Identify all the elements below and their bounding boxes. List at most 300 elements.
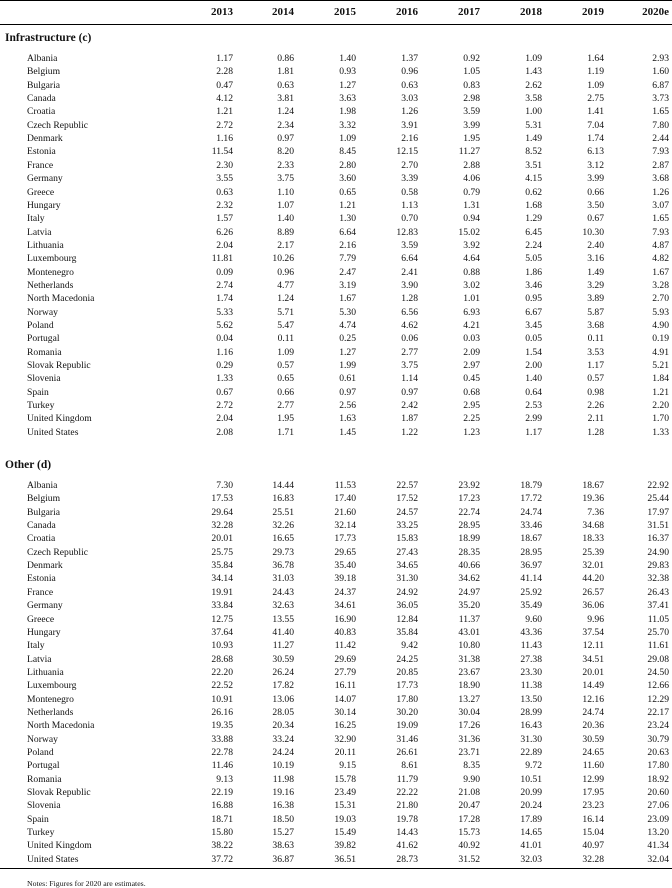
value-cell: 22.78 bbox=[211, 747, 233, 758]
country-label: Belgium bbox=[27, 493, 61, 505]
value-cell: 24.65 bbox=[582, 747, 604, 758]
value-cell: 13.20 bbox=[647, 827, 669, 839]
value-cell: 32.63 bbox=[272, 600, 294, 612]
value-cell: 10.19 bbox=[272, 760, 294, 772]
value-cell: 17.40 bbox=[334, 493, 356, 505]
country-label: Netherlands bbox=[27, 706, 74, 718]
year-column-header: 2013 bbox=[211, 6, 233, 18]
value-cell: 1.67 bbox=[339, 293, 356, 305]
country-label: Poland bbox=[27, 747, 54, 758]
value-cell: 3.32 bbox=[339, 119, 356, 131]
value-cell: 4.91 bbox=[652, 346, 669, 358]
value-cell: 1.84 bbox=[652, 373, 669, 385]
value-cell: 1.87 bbox=[401, 413, 418, 425]
value-cell: 35.40 bbox=[334, 560, 356, 572]
value-cell: 1.27 bbox=[339, 79, 356, 91]
value-cell: 12.11 bbox=[582, 640, 604, 652]
value-cell: 2.77 bbox=[277, 400, 294, 412]
value-cell: 21.08 bbox=[458, 787, 480, 799]
value-cell: 10.30 bbox=[582, 226, 604, 238]
value-cell: 36.87 bbox=[272, 853, 294, 865]
country-label: France bbox=[27, 586, 54, 598]
value-cell: 24.90 bbox=[647, 546, 669, 558]
value-cell: 43.01 bbox=[458, 626, 480, 638]
value-cell: 18.99 bbox=[458, 533, 480, 545]
value-cell: 0.92 bbox=[463, 53, 480, 64]
value-cell: 1.86 bbox=[525, 266, 542, 278]
value-cell: 3.50 bbox=[587, 199, 604, 211]
value-cell: 31.46 bbox=[396, 733, 418, 745]
table-row bbox=[0, 266, 672, 279]
value-cell: 0.03 bbox=[463, 333, 480, 345]
value-cell: 41.01 bbox=[520, 840, 542, 852]
value-cell: 1.24 bbox=[277, 293, 294, 305]
value-cell: 24.57 bbox=[396, 506, 418, 518]
value-cell: 1.37 bbox=[401, 53, 418, 64]
value-cell: 6.64 bbox=[401, 253, 418, 265]
value-cell: 15.80 bbox=[211, 827, 233, 839]
value-cell: 1.68 bbox=[525, 199, 542, 211]
value-cell: 1.17 bbox=[587, 360, 604, 372]
value-cell: 4.12 bbox=[216, 93, 233, 105]
value-cell: 29.08 bbox=[647, 653, 669, 665]
value-cell: 2.17 bbox=[277, 239, 294, 251]
value-cell: 11.42 bbox=[334, 640, 356, 652]
table-row bbox=[0, 853, 672, 866]
table-row bbox=[0, 492, 672, 505]
country-label: Croatia bbox=[27, 533, 56, 545]
value-cell: 8.89 bbox=[277, 226, 294, 238]
value-cell: 14.44 bbox=[272, 480, 294, 491]
value-cell: 33.84 bbox=[211, 600, 233, 612]
value-cell: 5.87 bbox=[587, 306, 604, 318]
value-cell: 2.40 bbox=[587, 239, 604, 251]
country-label: North Macedonia bbox=[27, 720, 95, 732]
value-cell: 13.55 bbox=[272, 613, 294, 625]
bottom-rule bbox=[0, 868, 672, 869]
country-label: Romania bbox=[27, 346, 62, 358]
value-cell: 13.50 bbox=[520, 693, 542, 705]
value-cell: 0.06 bbox=[401, 333, 418, 345]
value-cell: 3.63 bbox=[339, 93, 356, 105]
country-label: Estonia bbox=[27, 573, 56, 585]
value-cell: 24.24 bbox=[272, 747, 294, 758]
value-cell: 9.90 bbox=[463, 773, 480, 785]
table-row bbox=[0, 693, 672, 706]
value-cell: 24.43 bbox=[272, 586, 294, 598]
table-notes: Notes: Figures for 2020 are estimates. bbox=[27, 879, 146, 888]
country-label: North Macedonia bbox=[27, 293, 95, 305]
value-cell: 3.02 bbox=[463, 279, 480, 291]
value-cell: 1.07 bbox=[277, 199, 294, 211]
year-column-header: 2018 bbox=[520, 6, 542, 18]
value-cell: 24.97 bbox=[458, 586, 480, 598]
value-cell: 2.00 bbox=[525, 360, 542, 372]
value-cell: 0.63 bbox=[401, 79, 418, 91]
value-cell: 34.51 bbox=[582, 653, 604, 665]
table-row bbox=[0, 572, 672, 585]
value-cell: 16.14 bbox=[582, 813, 604, 825]
value-cell: 2.95 bbox=[463, 400, 480, 412]
value-cell: 5.30 bbox=[339, 306, 356, 318]
value-cell: 0.11 bbox=[277, 333, 294, 345]
country-label: Romania bbox=[27, 773, 62, 785]
value-cell: 2.56 bbox=[339, 400, 356, 412]
value-cell: 3.19 bbox=[339, 279, 356, 291]
country-label: Slovak Republic bbox=[27, 787, 91, 799]
value-cell: 2.16 bbox=[401, 133, 418, 145]
value-cell: 2.53 bbox=[525, 400, 542, 412]
value-cell: 1.28 bbox=[401, 293, 418, 305]
value-cell: 5.47 bbox=[277, 320, 294, 331]
country-label: Turkey bbox=[27, 400, 55, 412]
country-label: Denmark bbox=[27, 133, 63, 145]
value-cell: 1.45 bbox=[339, 426, 356, 438]
value-cell: 15.27 bbox=[272, 827, 294, 839]
value-cell: 41.62 bbox=[396, 840, 418, 852]
table-row bbox=[0, 79, 672, 92]
value-cell: 0.70 bbox=[401, 213, 418, 225]
table-row bbox=[0, 399, 672, 412]
value-cell: 4.90 bbox=[652, 320, 669, 331]
value-cell: 0.95 bbox=[525, 293, 542, 305]
country-label: Lithuania bbox=[27, 239, 64, 251]
value-cell: 11.27 bbox=[458, 146, 480, 158]
table-row bbox=[0, 172, 672, 185]
value-cell: 2.25 bbox=[463, 413, 480, 425]
value-cell: 4.15 bbox=[525, 173, 542, 185]
value-cell: 4.77 bbox=[277, 279, 294, 291]
value-cell: 2.87 bbox=[652, 159, 669, 171]
value-cell: 36.06 bbox=[582, 600, 604, 612]
value-cell: 2.09 bbox=[463, 346, 480, 358]
value-cell: 1.49 bbox=[525, 133, 542, 145]
value-cell: 0.65 bbox=[277, 373, 294, 385]
table-row bbox=[0, 386, 672, 399]
value-cell: 18.90 bbox=[458, 680, 480, 692]
value-cell: 2.97 bbox=[463, 360, 480, 372]
country-label: Canada bbox=[27, 93, 56, 105]
value-cell: 32.01 bbox=[582, 560, 604, 572]
value-cell: 28.68 bbox=[211, 653, 233, 665]
value-cell: 0.65 bbox=[339, 186, 356, 198]
value-cell: 15.02 bbox=[458, 226, 480, 238]
value-cell: 8.61 bbox=[401, 760, 418, 772]
value-cell: 35.84 bbox=[211, 560, 233, 572]
table-row bbox=[0, 719, 672, 732]
value-cell: 39.18 bbox=[334, 573, 356, 585]
value-cell: 20.01 bbox=[211, 533, 233, 545]
country-label: Netherlands bbox=[27, 279, 74, 291]
value-cell: 20.24 bbox=[520, 800, 542, 812]
value-cell: 22.17 bbox=[647, 706, 669, 718]
value-cell: 1.26 bbox=[401, 106, 418, 118]
country-label: Canada bbox=[27, 520, 56, 532]
value-cell: 3.99 bbox=[463, 119, 480, 131]
value-cell: 8.35 bbox=[463, 760, 480, 772]
value-cell: 1.16 bbox=[216, 133, 233, 145]
country-label: Norway bbox=[27, 306, 58, 318]
value-cell: 16.11 bbox=[334, 680, 356, 692]
value-cell: 3.03 bbox=[401, 93, 418, 105]
value-cell: 5.62 bbox=[216, 320, 233, 331]
value-cell: 12.83 bbox=[396, 226, 418, 238]
country-label: Latvia bbox=[27, 653, 52, 665]
table-row bbox=[0, 639, 672, 652]
table-row bbox=[0, 786, 672, 799]
value-cell: 38.63 bbox=[272, 840, 294, 852]
value-cell: 2.74 bbox=[216, 279, 233, 291]
value-cell: 0.57 bbox=[277, 360, 294, 372]
value-cell: 19.35 bbox=[211, 720, 233, 732]
value-cell: 3.16 bbox=[587, 253, 604, 265]
value-cell: 20.34 bbox=[272, 720, 294, 732]
value-cell: 30.59 bbox=[582, 733, 604, 745]
value-cell: 1.29 bbox=[525, 213, 542, 225]
country-label: Estonia bbox=[27, 146, 56, 158]
value-cell: 23.71 bbox=[458, 747, 480, 758]
value-cell: 23.24 bbox=[647, 720, 669, 732]
table-row bbox=[0, 372, 672, 385]
value-cell: 3.99 bbox=[587, 173, 604, 185]
value-cell: 1.19 bbox=[587, 66, 604, 78]
table-row bbox=[0, 239, 672, 252]
value-cell: 2.11 bbox=[587, 413, 604, 425]
value-cell: 21.60 bbox=[334, 506, 356, 518]
value-cell: 2.16 bbox=[339, 239, 356, 251]
value-cell: 25.39 bbox=[582, 546, 604, 558]
table-row bbox=[0, 519, 672, 532]
value-cell: 0.97 bbox=[339, 386, 356, 398]
value-cell: 11.27 bbox=[272, 640, 294, 652]
value-cell: 27.79 bbox=[334, 666, 356, 678]
header-rule bbox=[0, 24, 672, 25]
value-cell: 15.49 bbox=[334, 827, 356, 839]
value-cell: 5.71 bbox=[277, 306, 294, 318]
value-cell: 1.74 bbox=[216, 293, 233, 305]
value-cell: 2.08 bbox=[216, 426, 233, 438]
value-cell: 18.50 bbox=[272, 813, 294, 825]
value-cell: 0.67 bbox=[216, 386, 233, 398]
country-label: Albania bbox=[27, 480, 58, 491]
value-cell: 18.92 bbox=[647, 773, 669, 785]
value-cell: 0.57 bbox=[587, 373, 604, 385]
country-label: Belgium bbox=[27, 66, 61, 78]
value-cell: 11.60 bbox=[582, 760, 604, 772]
table-row bbox=[0, 132, 672, 145]
value-cell: 17.23 bbox=[458, 493, 480, 505]
value-cell: 36.97 bbox=[520, 560, 542, 572]
country-label: Greece bbox=[27, 613, 55, 625]
value-cell: 7.04 bbox=[587, 119, 604, 131]
value-cell: 0.11 bbox=[587, 333, 604, 345]
value-cell: 1.95 bbox=[277, 413, 294, 425]
table-row bbox=[0, 506, 672, 519]
value-cell: 0.67 bbox=[587, 213, 604, 225]
value-cell: 2.47 bbox=[339, 266, 356, 278]
value-cell: 2.32 bbox=[216, 199, 233, 211]
value-cell: 1.23 bbox=[463, 426, 480, 438]
value-cell: 36.51 bbox=[334, 853, 356, 865]
value-cell: 28.99 bbox=[520, 706, 542, 718]
table-row bbox=[0, 426, 672, 439]
value-cell: 3.68 bbox=[652, 173, 669, 185]
value-cell: 1.40 bbox=[339, 53, 356, 64]
value-cell: 28.05 bbox=[272, 706, 294, 718]
value-cell: 12.99 bbox=[582, 773, 604, 785]
value-cell: 0.09 bbox=[216, 266, 233, 278]
value-cell: 17.73 bbox=[334, 533, 356, 545]
value-cell: 14.65 bbox=[520, 827, 542, 839]
value-cell: 2.28 bbox=[216, 66, 233, 78]
value-cell: 4.74 bbox=[339, 320, 356, 331]
value-cell: 11.98 bbox=[272, 773, 294, 785]
value-cell: 2.70 bbox=[652, 293, 669, 305]
value-cell: 1.05 bbox=[463, 66, 480, 78]
value-cell: 23.67 bbox=[458, 666, 480, 678]
table-row bbox=[0, 145, 672, 158]
country-label: Montenegro bbox=[27, 266, 74, 278]
table-row bbox=[0, 773, 672, 786]
value-cell: 17.80 bbox=[647, 760, 669, 772]
value-cell: 10.51 bbox=[520, 773, 542, 785]
value-cell: 2.72 bbox=[216, 400, 233, 412]
value-cell: 15.83 bbox=[396, 533, 418, 545]
value-cell: 35.49 bbox=[520, 600, 542, 612]
value-cell: 6.56 bbox=[401, 306, 418, 318]
value-cell: 0.98 bbox=[587, 386, 604, 398]
top-rule bbox=[0, 0, 672, 1]
value-cell: 0.88 bbox=[463, 266, 480, 278]
value-cell: 16.90 bbox=[334, 613, 356, 625]
value-cell: 3.58 bbox=[525, 93, 542, 105]
table-row bbox=[0, 759, 672, 772]
value-cell: 0.83 bbox=[463, 79, 480, 91]
value-cell: 3.68 bbox=[587, 320, 604, 331]
value-cell: 0.64 bbox=[525, 386, 542, 398]
table-row bbox=[0, 799, 672, 812]
value-cell: 0.96 bbox=[277, 266, 294, 278]
value-cell: 20.63 bbox=[647, 747, 669, 758]
value-cell: 0.79 bbox=[463, 186, 480, 198]
value-cell: 0.45 bbox=[463, 373, 480, 385]
table-row bbox=[0, 813, 672, 826]
value-cell: 32.14 bbox=[334, 520, 356, 532]
value-cell: 1.26 bbox=[652, 186, 669, 198]
value-cell: 1.99 bbox=[339, 360, 356, 372]
value-cell: 3.91 bbox=[401, 119, 418, 131]
value-cell: 17.73 bbox=[396, 680, 418, 692]
year-column-header: 2019 bbox=[582, 6, 604, 18]
value-cell: 0.93 bbox=[339, 66, 356, 78]
value-cell: 20.01 bbox=[582, 666, 604, 678]
value-cell: 19.36 bbox=[582, 493, 604, 505]
value-cell: 3.39 bbox=[401, 173, 418, 185]
value-cell: 1.30 bbox=[339, 213, 356, 225]
value-cell: 40.66 bbox=[458, 560, 480, 572]
value-cell: 16.88 bbox=[211, 800, 233, 812]
value-cell: 38.22 bbox=[211, 840, 233, 852]
value-cell: 19.03 bbox=[334, 813, 356, 825]
value-cell: 2.80 bbox=[339, 159, 356, 171]
value-cell: 17.95 bbox=[582, 787, 604, 799]
value-cell: 1.01 bbox=[463, 293, 480, 305]
value-cell: 31.30 bbox=[520, 733, 542, 745]
value-cell: 34.14 bbox=[211, 573, 233, 585]
country-label: Italy bbox=[27, 213, 45, 225]
value-cell: 0.61 bbox=[339, 373, 356, 385]
value-cell: 17.89 bbox=[520, 813, 542, 825]
value-cell: 3.92 bbox=[463, 239, 480, 251]
value-cell: 11.46 bbox=[211, 760, 233, 772]
country-label: Albania bbox=[27, 53, 58, 64]
value-cell: 2.93 bbox=[652, 53, 669, 64]
country-label: Spain bbox=[27, 386, 49, 398]
country-label: Portugal bbox=[27, 760, 60, 772]
value-cell: 3.60 bbox=[339, 173, 356, 185]
value-cell: 22.89 bbox=[520, 747, 542, 758]
table-row bbox=[0, 599, 672, 612]
country-label: Croatia bbox=[27, 106, 56, 118]
value-cell: 33.25 bbox=[396, 520, 418, 532]
value-cell: 1.57 bbox=[216, 213, 233, 225]
value-cell: 3.75 bbox=[277, 173, 294, 185]
country-label: Hungary bbox=[27, 199, 61, 211]
value-cell: 2.26 bbox=[587, 400, 604, 412]
value-cell: 31.36 bbox=[458, 733, 480, 745]
value-cell: 6.93 bbox=[463, 306, 480, 318]
value-cell: 0.66 bbox=[587, 186, 604, 198]
value-cell: 26.16 bbox=[211, 706, 233, 718]
value-cell: 9.72 bbox=[525, 760, 542, 772]
value-cell: 1.54 bbox=[525, 346, 542, 358]
value-cell: 2.04 bbox=[216, 239, 233, 251]
value-cell: 37.54 bbox=[582, 626, 604, 638]
value-cell: 32.28 bbox=[582, 853, 604, 865]
section-title: Infrastructure (c) bbox=[5, 32, 92, 44]
table-row bbox=[0, 546, 672, 559]
value-cell: 5.33 bbox=[216, 306, 233, 318]
value-cell: 39.82 bbox=[334, 840, 356, 852]
value-cell: 5.31 bbox=[525, 119, 542, 131]
value-cell: 24.74 bbox=[582, 706, 604, 718]
table-row bbox=[0, 292, 672, 305]
table-row bbox=[0, 359, 672, 372]
value-cell: 1.24 bbox=[277, 106, 294, 118]
value-cell: 3.59 bbox=[401, 239, 418, 251]
value-cell: 1.64 bbox=[587, 53, 604, 64]
value-cell: 0.66 bbox=[277, 386, 294, 398]
value-cell: 11.37 bbox=[458, 613, 480, 625]
value-cell: 2.99 bbox=[525, 413, 542, 425]
value-cell: 1.14 bbox=[401, 373, 418, 385]
country-label: United States bbox=[27, 853, 79, 865]
value-cell: 15.78 bbox=[334, 773, 356, 785]
value-cell: 16.43 bbox=[520, 720, 542, 732]
value-cell: 22.22 bbox=[396, 787, 418, 799]
value-cell: 2.41 bbox=[401, 266, 418, 278]
value-cell: 4.87 bbox=[652, 239, 669, 251]
value-cell: 6.45 bbox=[525, 226, 542, 238]
value-cell: 22.20 bbox=[211, 666, 233, 678]
value-cell: 12.15 bbox=[396, 146, 418, 158]
table-row bbox=[0, 532, 672, 545]
value-cell: 2.30 bbox=[216, 159, 233, 171]
value-cell: 1.65 bbox=[652, 213, 669, 225]
value-cell: 2.04 bbox=[216, 413, 233, 425]
value-cell: 1.74 bbox=[587, 133, 604, 145]
value-cell: 10.93 bbox=[211, 640, 233, 652]
